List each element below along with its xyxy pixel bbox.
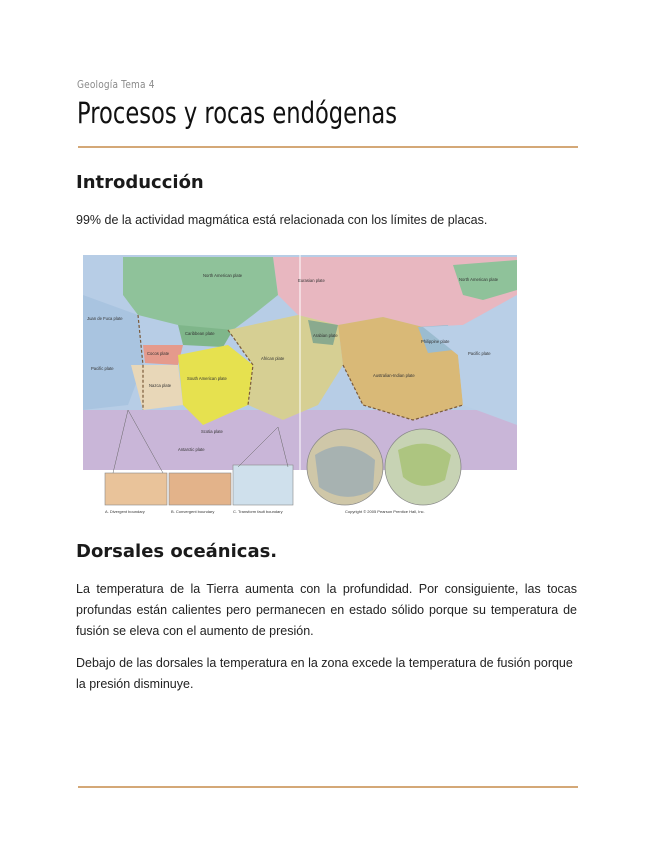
plate-label: Juan de Fuca plate (87, 316, 123, 321)
globe-left-shading (315, 446, 375, 497)
plate-label: African plate (261, 356, 285, 361)
bottom-divider (78, 786, 578, 788)
plate-label: Arabian plate (313, 333, 338, 338)
plate-label: Pacific plate (468, 351, 491, 356)
plate-label: Australian-Indian plate (373, 373, 415, 378)
dorsales-paragraph-1: La temperatura de la Tierra aumenta con la profundidad. Por consiguiente, las tocas profundas están calientes pero permanecen en estado sólido porque su temperatura de fusión se eleva con el aumento de presión. (76, 582, 577, 638)
figure-copyright: Copyright © 2005 Pearson Prentice Hall, Inc. (345, 509, 425, 514)
inset-convergent (169, 473, 231, 505)
inset-caption: B. Convergent boundary (171, 509, 215, 514)
inset-caption: C. Transform fault boundary (233, 509, 283, 514)
section-heading-dorsales: Dorsales oceánicas. (76, 541, 278, 562)
dorsales-paragraph-2: Debajo de las dorsales la temperatura en la zona excede la temperatura de fusión porque la presión disminuye. (76, 656, 573, 691)
plate-label: Antarctic plate (178, 447, 205, 452)
plate-label: Nazca plate (149, 383, 172, 388)
plate-tectonics-figure (83, 255, 517, 517)
inset-divergent (105, 473, 167, 505)
page-title: Procesos y rocas endógenas (77, 96, 398, 130)
section-heading-intro: Introducción (76, 172, 204, 193)
plate-label: North American plate (203, 273, 243, 278)
plate-label: Philippine plate (421, 339, 450, 344)
plate-label: Pacific plate (91, 366, 114, 371)
plate-label: Caribbean plate (185, 331, 215, 336)
inset-caption: A. Divergent boundary (105, 509, 145, 514)
top-divider (78, 146, 578, 148)
plate-label: Eurasian plate (298, 278, 325, 283)
header-kicker: Geología Tema 4 (77, 78, 155, 91)
plate-label: Scotia plate (201, 429, 223, 434)
plate-label: South American plate (187, 376, 227, 381)
plate-label: North American plate (459, 277, 499, 282)
plate-label: Cocos plate (147, 351, 170, 356)
inset-transform (233, 465, 293, 505)
intro-paragraph: 99% de la actividad magmática está relacionada con los límites de placas. (76, 213, 488, 227)
